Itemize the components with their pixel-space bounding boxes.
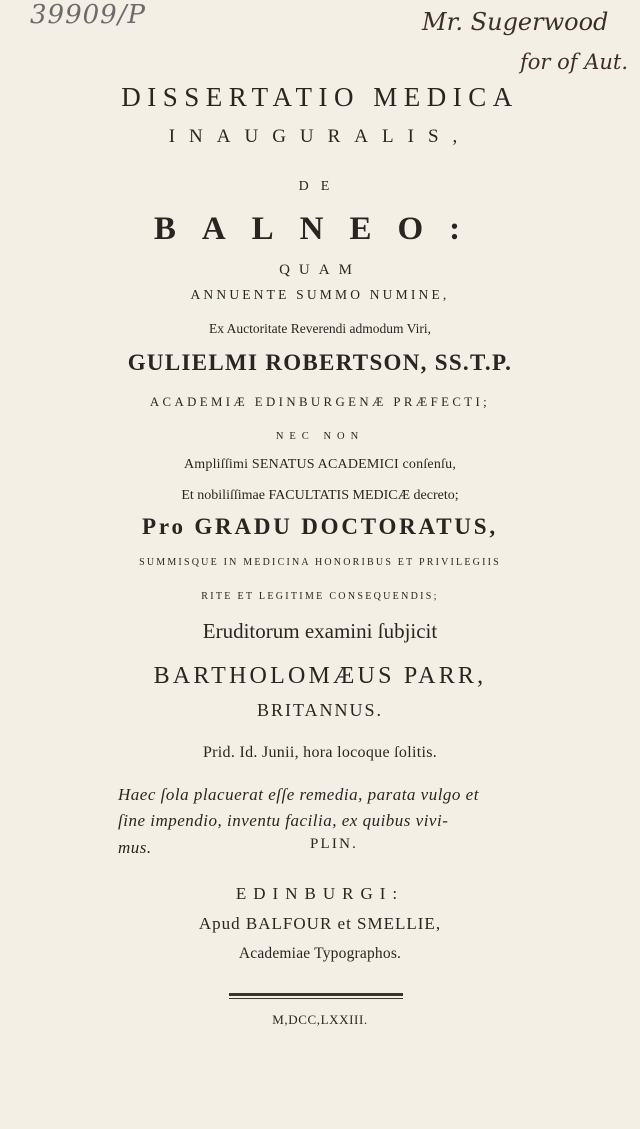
annuente-line: ANNUENTE SUMMO NUMINE, (190, 287, 450, 302)
imprint-rule (229, 993, 403, 996)
signature: Mr. Sugerwood (422, 8, 609, 36)
epigraph-line-2: ſine impendio, inventu facilia, ex quibus vivi- (118, 811, 449, 830)
auctoritate-line: Ex Auctoritate Reverendi admodum Viri, (208, 321, 431, 336)
consequendis-line: RITE ET LEGITIME CONSEQUENDIS; (201, 591, 439, 602)
epigraph-line-3: mus. (118, 838, 152, 857)
facultatis-line: Et nobiliſſimae FACULTATIS MEDICÆ decreto; (181, 488, 459, 503)
honoribus-line: SUMMISQUE IN MEDICINA HONORIBUS ET PRIVILEGIIS (139, 557, 501, 568)
nec-non-line: NEC NON (275, 431, 365, 442)
signature-note: for of Aut. (520, 50, 629, 74)
senatus-line: Ampliſſimi SENATUS ACADEMICI conſenſu, (183, 457, 457, 472)
title-de: DE (298, 179, 342, 194)
imprint-year: M,DCC,LXXIII. (272, 1012, 368, 1027)
gradu-doctoratus-line: Pro GRADU DOCTORATUS, (142, 514, 498, 539)
imprint-printers: Apud BALFOUR et SMELLIE, (198, 914, 442, 933)
academiae-line: ACADEMIÆ EDINBURGENÆ PRÆFECTI; (149, 395, 491, 409)
examini-line: Eruditorum examini ſubjicit (202, 619, 438, 643)
imprint-city: EDINBURGI: (235, 884, 405, 903)
epigraph-source: PLIN. (310, 836, 359, 852)
imprint-role: Academiae Typographos. (238, 945, 402, 962)
date-line: Prid. Id. Junii, hora locoque ſolitis. (202, 744, 438, 761)
author-name: BARTHOLOMÆUS PARR, (153, 663, 487, 689)
author-nationality: BRITANNUS. (256, 700, 384, 720)
title-inauguralis: INAUGURALIS, (168, 126, 472, 147)
robertson-line: GULIELMI ROBERTSON, SS.T.P. (127, 350, 513, 375)
title-balneo: BALNEO: (153, 211, 487, 247)
title-quam: QUAM (279, 262, 361, 278)
shelfmark: 39909/P (30, 0, 146, 30)
imprint-rule-thin (229, 998, 403, 999)
epigraph-line-1: Haec ſola placuerat eſſe remedia, parata vulgo et (118, 785, 479, 804)
title-dissertatio-medica: DISSERTATIO MEDICA (121, 82, 519, 112)
